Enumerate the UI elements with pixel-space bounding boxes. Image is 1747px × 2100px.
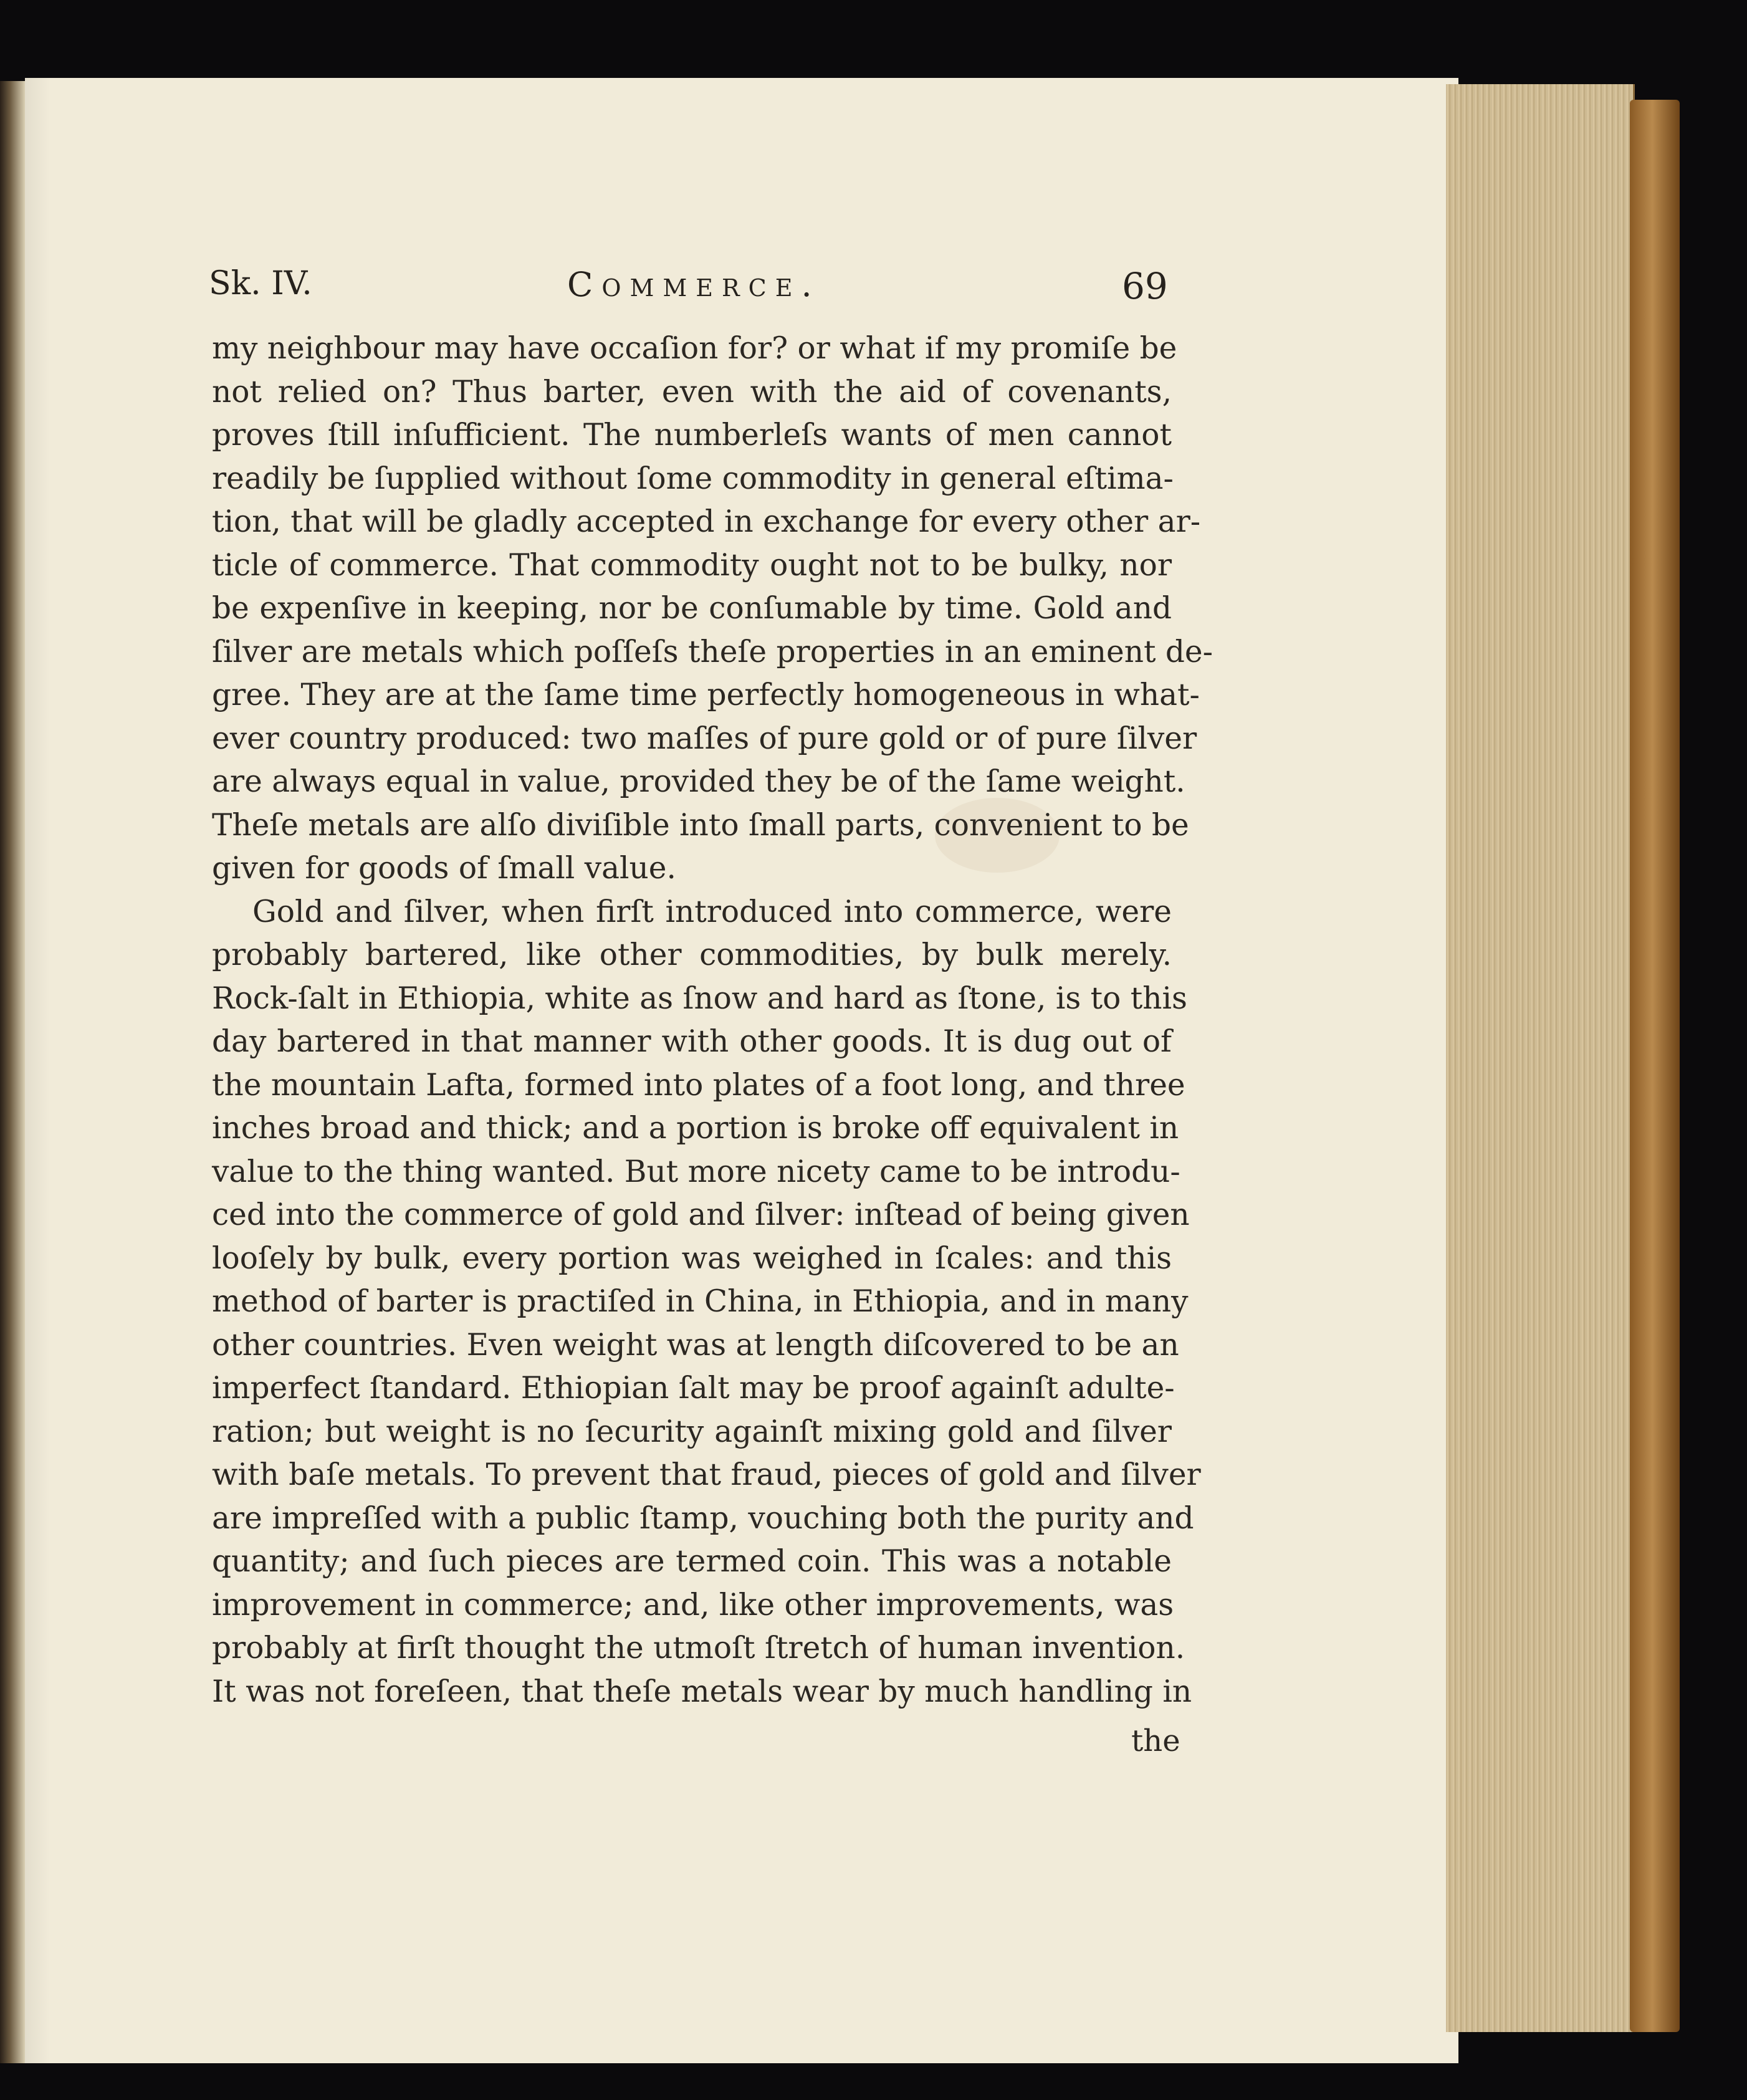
- text-line: with baſe metals. To prevent that fraud, pieces of gold and ſilver: [212, 1457, 1201, 1492]
- running-head-title: Commerce.: [567, 265, 821, 304]
- page-number: 69: [1122, 265, 1168, 307]
- text-line: ever country produced: two maſſes of pure gold or of pure ſilver: [212, 721, 1197, 756]
- paragraph-2: [212, 891, 1201, 1714]
- body-text: [212, 327, 1213, 1714]
- text-line: the mountain Lafta, formed into plates of a foot long, and three: [212, 1067, 1185, 1103]
- text-line: Theſe metals are alſo diviſible into ſmall parts, convenient to be: [212, 807, 1189, 843]
- text-line: my neighbour may have occaſion for? or what if my promiſe be: [212, 331, 1177, 366]
- text-line: inches broad and thick; and a portion is broke off equivalent in: [212, 1111, 1179, 1146]
- text-line: are always equal in value, provided they be of the ſame weight.: [212, 764, 1185, 799]
- text-line: It was not foreſeen, that theſe metals wear by much handling in: [212, 1674, 1192, 1709]
- text-line: tion, that will be gladly accepted in exchange for every other ar-: [212, 504, 1201, 539]
- page-block-edges: [1446, 84, 1635, 2032]
- text-line: given for goods of ſmall value.: [212, 851, 676, 886]
- text-line: value to the thing wanted. But more nicety came to be introdu-: [212, 1154, 1180, 1189]
- facing-page-edge: [0, 81, 25, 2063]
- text-line: ced into the commerce of gold and ſilver: inſtead of being given: [212, 1197, 1190, 1232]
- text-line: imperfect ſtandard. Ethiopian ſalt may be proof againſt adulte-: [212, 1371, 1175, 1406]
- text-line: other countries. Even weight was at length diſcovered to be an: [212, 1327, 1179, 1363]
- text-line: proves ſtill inſufficient. The numberleſs wants of men cannot: [212, 418, 1172, 453]
- text-line: ration; but weight is no ſecurity againſt mixing gold and ſilver: [212, 1414, 1172, 1449]
- text-line: ticle of commerce. That commodity ought not to be bulky, nor: [212, 547, 1172, 583]
- leather-cover: [1630, 100, 1680, 2032]
- text-line: quantity; and ſuch pieces are termed coin. This was a notable: [212, 1544, 1172, 1579]
- text-line: looſely by bulk, every portion was weighed in ſcales: and this: [212, 1240, 1172, 1276]
- catchword: the: [1131, 1724, 1180, 1758]
- text-line: readily be ſupplied without ſome commodity in general eſtima-: [212, 461, 1174, 496]
- text-line: Rock-ſalt in Ethiopia, white as ſnow and hard as ſtone, is to this: [212, 980, 1187, 1016]
- text-line: probably bartered, like other commodities, by bulk merely.: [212, 937, 1172, 972]
- text-line: not relied on? Thus barter, even with the aid of covenants,: [212, 374, 1172, 410]
- text-line: be expenſive in keeping, nor be conſumable by time. Gold and: [212, 591, 1172, 626]
- paragraph-1: [212, 327, 1213, 891]
- text-line: improvement in commerce; and, like other improvements, was: [212, 1587, 1174, 1623]
- text-line: ſilver are metals which poſſeſs theſe properties in an eminent de-: [212, 634, 1213, 669]
- text-line: probably at firſt thought the utmoſt ſtretch of human invention.: [212, 1631, 1185, 1666]
- text-line: day bartered in that manner with other goods. It is dug out of: [212, 1024, 1172, 1059]
- text-line: are impreſſed with a public ſtamp, vouching both the purity and: [212, 1500, 1194, 1536]
- text-line: method of barter is practiſed in China, in Ethiopia, and in many: [212, 1284, 1189, 1319]
- running-head-section: Sk. IV.: [209, 265, 312, 302]
- text-line: gree. They are at the ſame time perfectly homogeneous in what-: [212, 678, 1200, 712]
- text-line: Gold and ſilver, when firſt introduced into commerce, were: [252, 894, 1172, 929]
